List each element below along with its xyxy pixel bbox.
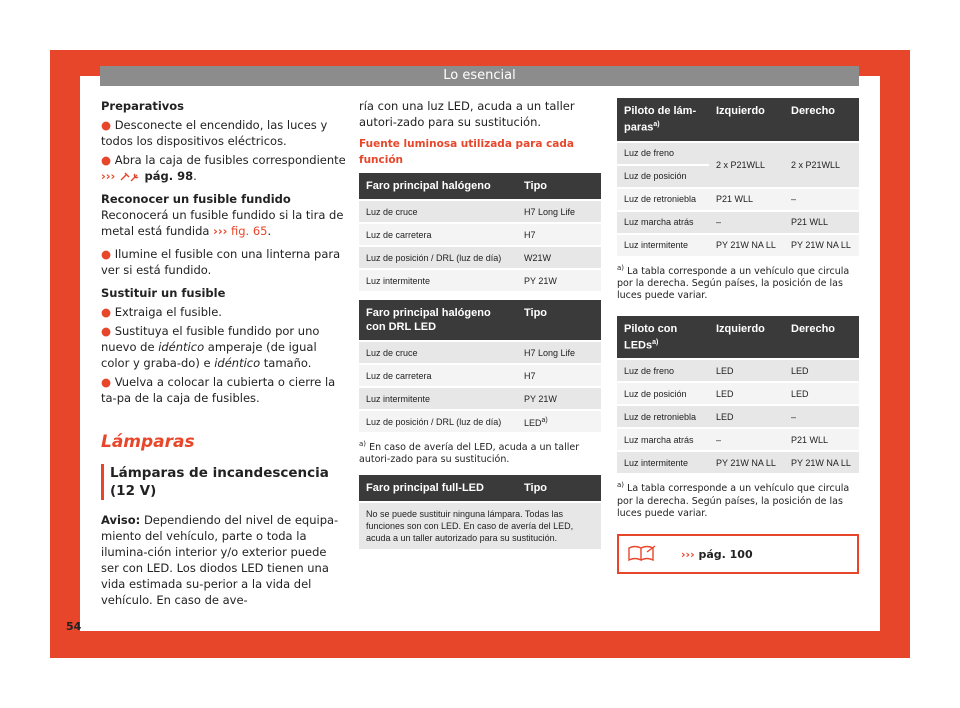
table-row: Luz intermitente PY 21W <box>359 269 601 291</box>
table-piloto-leds: Piloto con LEDs$^{a)}$ Izquierdo Derecho Luz de freno LED LED Luz de posición LED LED Luz de retroniebla LED – Luz marcha atrás – P21 WLL Luz intermitente PY 21W NA LL PY 21W NA LL <box>617 316 859 474</box>
bullet-icon: ● <box>101 324 115 338</box>
table-row: No se puede sustituir ninguna lámpara. Todas las funciones son con LED. En caso de avería del LED, acuda a un taller autorizado para su sustitución. <box>359 502 601 549</box>
tools-icon <box>119 171 141 183</box>
heading-incandescencia: Lámparas de incandescencia (12 V) <box>101 464 346 500</box>
table-row: Luz marcha atrás – P21 WLL <box>617 428 859 451</box>
column-middle <box>359 98 601 549</box>
book-tools-icon <box>627 544 657 562</box>
page-number: 54 <box>66 620 82 633</box>
heading-lamparas: Lámparas <box>101 432 195 452</box>
link-fig-65[interactable]: fig. 65 <box>230 224 268 238</box>
reference-link[interactable]: ››› pág. 100 <box>681 547 753 561</box>
aviso-paragraph: Aviso: Dependiendo del nivel de equipa-miento del vehículo, parte o toda la ilumina-ción interior y/o exterior puede ser con LED. Los diodos LED tienen una vida estimada su-perior a la vida del vehículo. En caso de ave- <box>101 513 339 607</box>
table-row: Luz intermitente PY 21W <box>359 387 601 410</box>
paragraph: ría con una luz LED, acuda a un taller autori-zado para su sustitución. <box>359 99 575 129</box>
link-pag-98[interactable]: pág. 98 <box>144 169 194 183</box>
heading-preparativos: Preparativos <box>101 99 185 113</box>
table-row: Luz intermitente PY 21W NA LL PY 21W NA LL <box>617 451 859 473</box>
footnote: $^{a)}$ La tabla corresponde a un vehículo que circula por la derecha. Según países, la posición de las luces puede variar. <box>617 481 850 519</box>
table-row: Luz de retroniebla P21 WLL – <box>617 188 859 211</box>
list-item: ● Ilumine el fusible con una linterna para ver si está fundido. <box>101 247 341 277</box>
list-item: ● Desconecte el encendido, las luces y todos los dispositivos eléctricos. <box>101 118 328 148</box>
table-row: Luz de freno 2 x P21WLL 2 x P21WLL <box>617 142 859 165</box>
heading-sustituir: Sustituir un fusible <box>101 286 226 300</box>
bullet-icon: ● <box>101 305 115 319</box>
table-row: Luz marcha atrás – P21 WLL <box>617 211 859 234</box>
section-header: Lo esencial <box>100 66 859 86</box>
footnote: $^{a)}$ En caso de avería del LED, acuda a un taller autori-zado para su sustitución. <box>359 440 580 466</box>
table-row: Luz de cruce H7 Long Life <box>359 200 601 223</box>
table-row: Luz de carretera H7 <box>359 364 601 387</box>
paragraph: Reconocerá un fusible fundido si la tira de metal está fundida ››› fig. 65. <box>101 208 344 238</box>
table-row: Luz de freno LED LED <box>617 359 859 382</box>
bullet-icon: ● <box>101 247 115 261</box>
table-row: Luz de carretera H7 <box>359 223 601 246</box>
table-row: Luz de posición / DRL (luz de día) LED$^{a)}$ <box>359 410 601 432</box>
column-left <box>101 98 346 608</box>
table-row: Luz de posición / DRL (luz de día) W21W <box>359 246 601 269</box>
table-halogeno-drl: Faro principal halógeno con DRL LED Tipo Luz de cruce H7 Long Life Luz de carretera H7 Luz intermitente PY 21W Luz de posición / DRL (luz de día) LED$^{a)}$ <box>359 300 601 432</box>
table-row: Luz de cruce H7 Long Life <box>359 341 601 364</box>
table-row: Luz de retroniebla LED – <box>617 405 859 428</box>
table-halogeno: Faro principal halógeno Tipo Luz de cruce H7 Long Life Luz de carretera H7 Luz de posición / DRL (luz de día) W21W Luz intermitente PY 21W <box>359 173 601 291</box>
bullet-icon: ● <box>101 118 115 132</box>
table-row: Luz de posición LED LED <box>617 382 859 405</box>
table-caption: Fuente luminosa utilizada para cada función <box>359 138 574 166</box>
bullet-icon: ● <box>101 153 115 167</box>
heading-reconocer: Reconocer un fusible fundido <box>101 192 291 206</box>
list-item: ● Sustituya el fusible fundido por uno nuevo de idéntico amperaje (de igual color y graba-do) e idéntico tamaño. <box>101 324 320 370</box>
table-full-led: Faro principal full-LED Tipo No se puede sustituir ninguna lámpara. Todas las funciones son con LED. En caso de avería del LED, acuda a un taller autorizado para su sustitución. <box>359 475 601 549</box>
list-item: ● Vuelva a colocar la cubierta o cierre la ta-pa de la caja de fusibles. <box>101 375 336 405</box>
table-row: Luz de posición <box>617 165 859 188</box>
table-row: Luz intermitente PY 21W NA LL PY 21W NA LL <box>617 234 859 256</box>
list-item: ● Extraiga el fusible. <box>101 305 222 319</box>
footnote: $^{a)}$ La tabla corresponde a un vehículo que circula por la derecha. Según países, la posición de las luces puede variar. <box>617 263 850 301</box>
table-piloto-lamparas: Piloto de lám-paras$^{a)}$ Izquierdo Derecho Luz de freno 2 x P21WLL 2 x P21WLL Luz de posición Luz de retroniebla P21 WLL – Luz marcha atrás – P21 WLL Luz intermitente PY 21W NA LL PY 21W NA LL <box>617 98 859 256</box>
bullet-icon: ● <box>101 375 115 389</box>
list-item: ● Abra la caja de fusibles correspondiente ››› pág. 98. <box>101 153 346 183</box>
reference-box[interactable] <box>617 534 859 574</box>
column-right <box>617 98 859 574</box>
